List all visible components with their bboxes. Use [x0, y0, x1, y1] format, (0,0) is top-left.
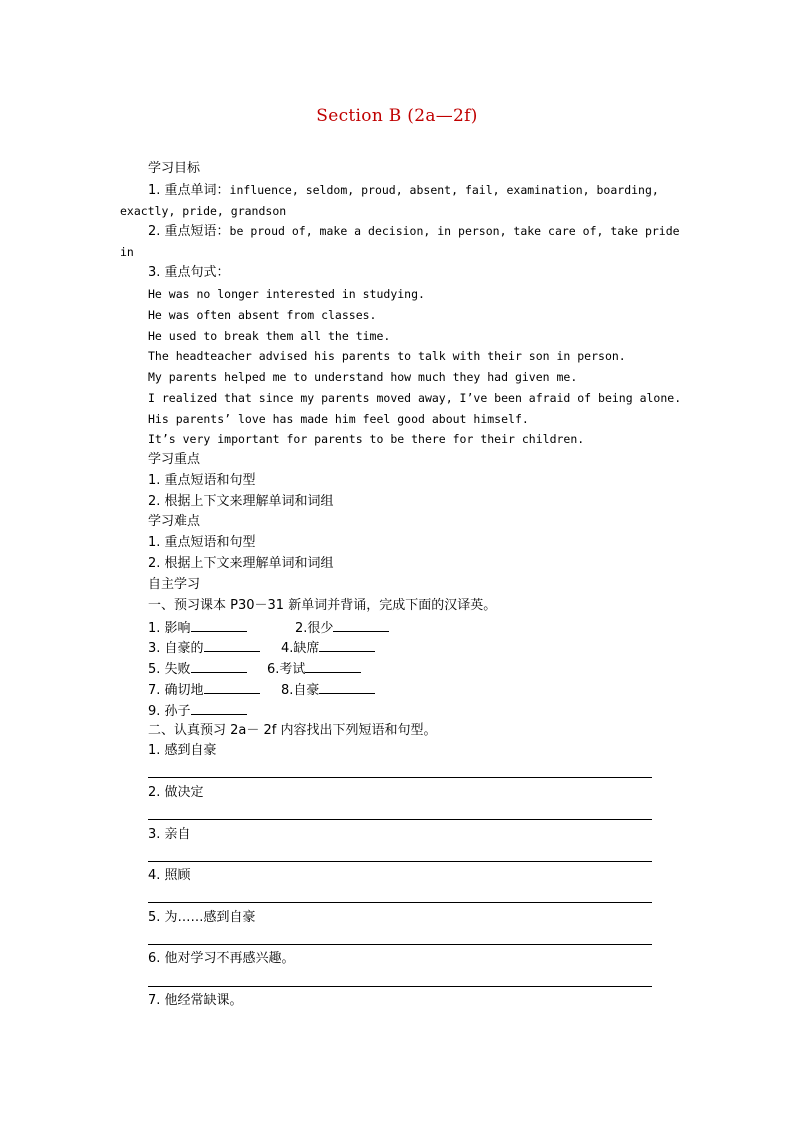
answer-blank[interactable] — [204, 679, 260, 694]
key-words-line — [148, 180, 659, 201]
answer-line[interactable] — [148, 986, 652, 987]
sentence-item: He used to break them all the time. — [148, 329, 391, 343]
key-phrases-line — [148, 221, 680, 242]
answer-line[interactable] — [148, 902, 652, 903]
vocab-item — [148, 637, 260, 659]
vocab-item — [295, 617, 389, 639]
answer-line[interactable] — [148, 944, 652, 945]
answer-blank[interactable] — [191, 617, 247, 632]
answer-blank[interactable] — [204, 637, 260, 652]
vocab-prompt: 4.缺席 — [281, 641, 320, 656]
vocab-prompt: 6.考试 — [267, 662, 306, 677]
phrase-item: 4. 照顾 — [148, 868, 191, 883]
answer-blank[interactable] — [305, 658, 361, 673]
phrase-item: 7. 他经常缺课。 — [148, 993, 243, 1008]
sentence-item: My parents helped me to understand how much they had given me. — [148, 370, 578, 384]
answer-blank[interactable] — [319, 637, 375, 652]
answer-blank[interactable] — [191, 658, 247, 673]
key-point-item: 2. 根据上下文来理解单词和词组 — [148, 494, 334, 509]
vocab-prompt: 7. 确切地 — [148, 683, 204, 698]
answer-blank[interactable] — [333, 617, 389, 632]
key-phrases-text: be proud of, make a decision, in person, take care of, take pride — [229, 224, 680, 238]
vocab-prompt: 1. 影响 — [148, 621, 191, 636]
answer-line[interactable] — [148, 819, 652, 820]
page-title: Section B (2a—2f) — [316, 106, 478, 126]
answer-line[interactable] — [148, 777, 652, 778]
goals-heading: 学习目标 — [148, 161, 201, 176]
answer-blank[interactable] — [191, 700, 247, 715]
vocab-item — [281, 637, 375, 659]
sentence-item: His parents’ love has made him feel good about himself. — [148, 412, 529, 426]
vocab-prompt: 9. 孙子 — [148, 704, 191, 719]
vocab-prompt: 8.自豪 — [281, 683, 320, 698]
vocab-prompt: 5. 失败 — [148, 662, 191, 677]
difficulty-item: 1. 重点短语和句型 — [148, 535, 256, 550]
key-phrases-continued: in — [120, 245, 134, 259]
vocab-item — [281, 679, 375, 701]
answer-blank[interactable] — [319, 679, 375, 694]
phrase-item: 5. 为……感到自豪 — [148, 910, 256, 925]
vocab-item — [267, 658, 361, 680]
phrase-item: 6. 他对学习不再感兴趣。 — [148, 951, 295, 966]
key-sentences-label: 3. 重点句式： — [148, 265, 230, 280]
sentence-item: The headteacher advised his parents to talk with their son in person. — [148, 349, 626, 363]
self-study-heading: 自主学习 — [148, 577, 201, 592]
key-words-text: influence, seldom, proud, absent, fail, examination, boarding, — [229, 183, 659, 197]
difficulties-heading: 学习难点 — [148, 514, 201, 529]
phrase-item: 2. 做决定 — [148, 785, 204, 800]
vocab-item — [148, 617, 247, 639]
key-point-item: 1. 重点短语和句型 — [148, 473, 256, 488]
sentence-item: He was no longer interested in studying. — [148, 287, 425, 301]
sentence-item: I realized that since my parents moved away, I’ve been afraid of being alone. — [148, 391, 682, 405]
sentence-item: He was often absent from classes. — [148, 308, 377, 322]
vocab-prompt: 2.很少 — [295, 621, 334, 636]
vocab-item — [148, 700, 247, 722]
vocab-item — [148, 658, 247, 680]
sentence-item: It’s very important for parents to be there for their children. — [148, 432, 585, 446]
part1-instruction: 一、预习课本 P30－31 新单词并背诵，完成下面的汉译英。 — [148, 598, 497, 613]
key-words-continued: exactly, pride, grandson — [120, 204, 287, 218]
phrase-item: 3. 亲自 — [148, 827, 191, 842]
key-points-heading: 学习重点 — [148, 452, 201, 467]
phrase-item: 1. 感到自豪 — [148, 743, 217, 758]
key-phrases-label: 2. 重点短语： — [148, 224, 230, 239]
vocab-prompt: 3. 自豪的 — [148, 641, 204, 656]
difficulty-item: 2. 根据上下文来理解单词和词组 — [148, 556, 334, 571]
vocab-item — [148, 679, 260, 701]
part2-instruction: 二、认真预习 2a－ 2f 内容找出下列短语和句型。 — [148, 723, 437, 738]
key-words-label: 1. 重点单词： — [148, 183, 230, 198]
answer-line[interactable] — [148, 861, 652, 862]
